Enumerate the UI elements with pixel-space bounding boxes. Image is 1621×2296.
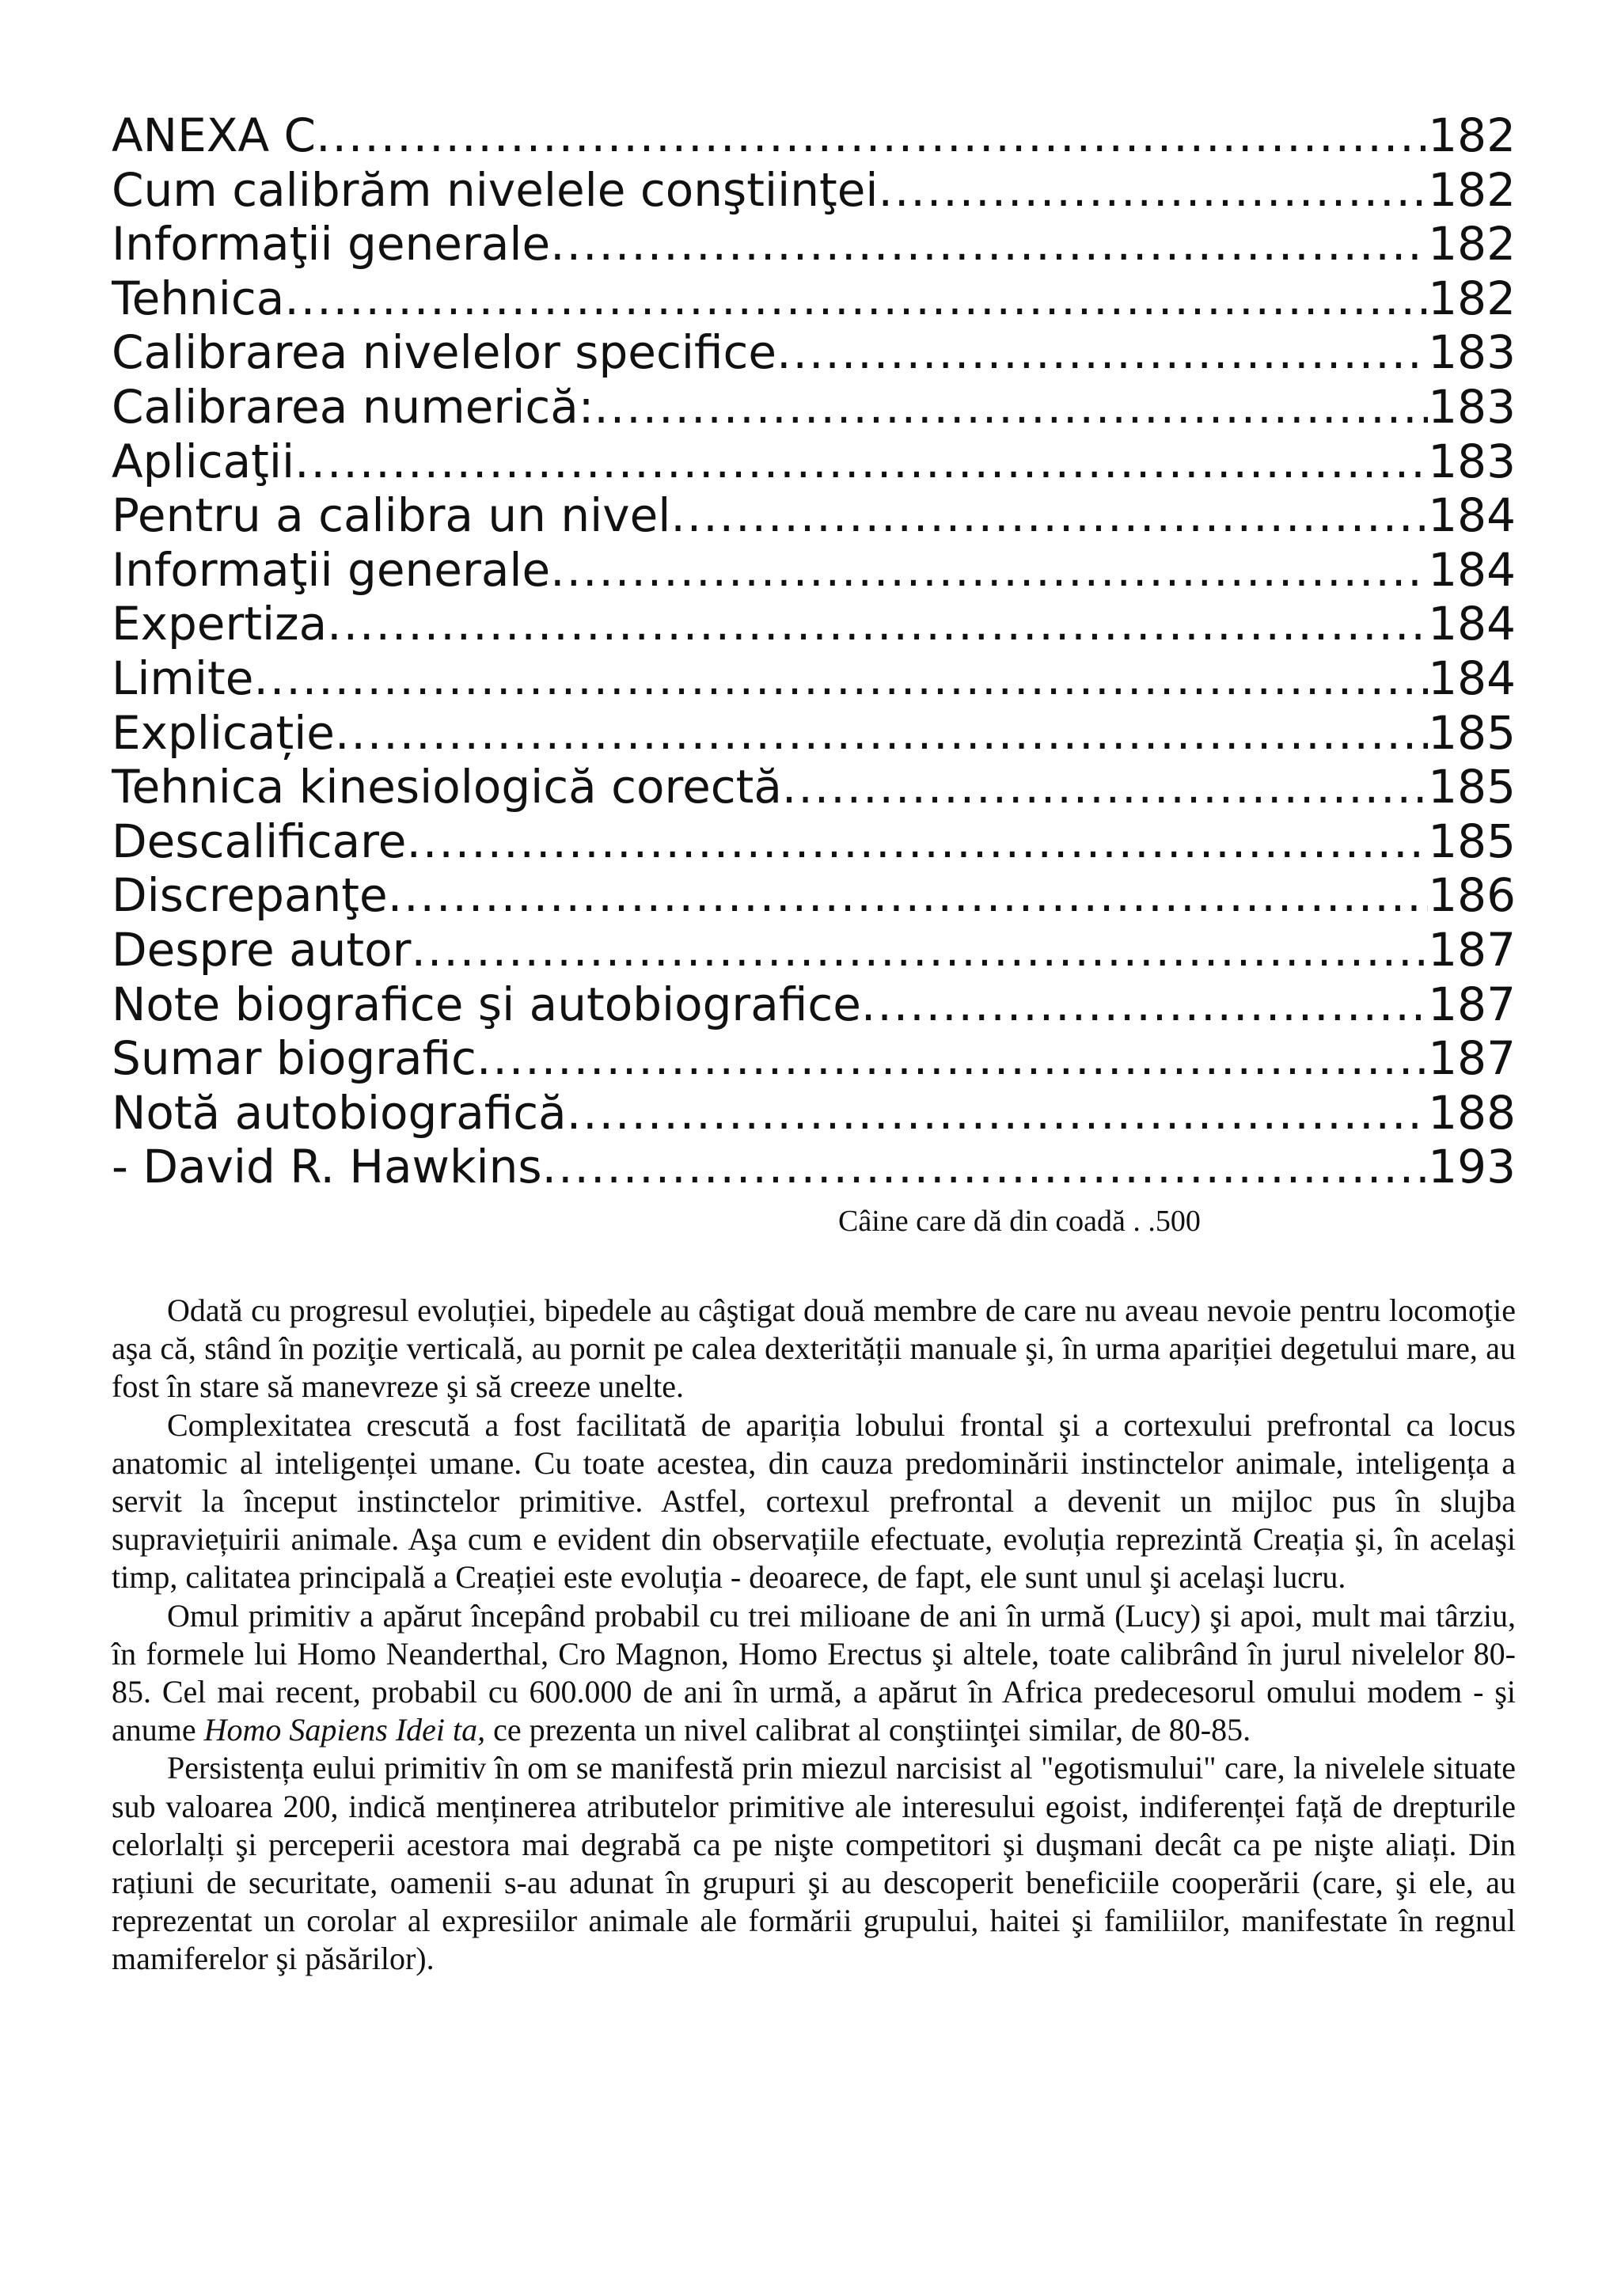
toc-dot-leader [861,977,1428,1032]
toc-entry-page: 185 [1428,705,1516,760]
paragraph: Persistența eului primitiv în om se manifestă prin miezul narcisist al "egotismului" care, la nivelele situate sub valoarea 200, indică menținerea atributelor primitive ale interesului egoist, indiferenței față de drepturile celorlalți şi perceperii acestora mai degrabă ca pe nişte competitori şi duşmani decât ca pe nişte aliați. Din rațiuni de securitate, oamenii s-au adunat în grupuri şi au descoperit beneficiile cooperării (care, şi ele, au reprezentat un corolar al expresiilor animale ale formării grupului, haitei şi familiilor, manifestate în regnul mamiferelor şi păsărilor). [112,1750,1516,1977]
toc-dot-leader [316,108,1428,163]
toc-entry-page: 182 [1428,162,1516,217]
toc-entry[interactable] [112,814,1516,869]
toc-entry[interactable] [112,1031,1516,1086]
toc-entry-title: - David R. Hawkins [112,1140,542,1194]
toc-entry-title: Descalificare [112,814,407,868]
toc-entry[interactable] [112,1086,1516,1140]
toc-dot-leader [782,760,1428,814]
toc-entry-page: 184 [1428,542,1516,597]
toc-entry-page: 186 [1428,868,1516,923]
paragraph: Odată cu progresul evoluției, bipedele au câştigat două membre de care nu aveau nevoie pentru locomoţie aşa că, stând în poziţie verticală, au pornit pe calea dexterității manuale şi, în urma apariției degetului mare, au fost în stare să manevreze şi să creeze unelte. [112,1292,1516,1405]
toc-entry[interactable] [112,977,1516,1032]
toc-entry-title: Cum calibrăm nivelele conştiinţei [112,162,879,217]
toc-entry[interactable] [112,1140,1516,1194]
toc-entry-title: Informaţii generale [112,542,551,597]
paragraph-text: Omul primitiv a apărut începând probabil cu trei milioane de ani în urmă (Lucy) şi apoi, mult mai târziu, în formele lui Homo Neanderthal, Cro Magnon, Homo Erectus şi altele, toate calibrând în jurul nivelelor 80-85. Cel mai recent, probabil cu 600.000 de ani în urmă, a apărut în Africa predecesorul omului modem - şi anume [112,1597,1516,1748]
toc-entry-page: 183 [1428,325,1516,380]
toc-entry[interactable] [112,651,1516,706]
toc-entry-page: 187 [1428,1031,1516,1086]
toc-entry[interactable] [112,597,1516,651]
toc-dot-leader [550,217,1428,271]
paragraph [112,1597,1516,1750]
stray-toc-line: Câine care dă din coadă . .500 [838,1205,1201,1238]
toc-dot-leader [411,923,1428,977]
table-of-contents [112,108,1516,1194]
toc-entry-page: 183 [1428,379,1516,434]
toc-entry-title: Pentru a calibra un nivel [112,488,671,543]
toc-entry-page: 182 [1428,217,1516,271]
toc-dot-leader [406,814,1428,869]
toc-entry-title: Informaţii generale [112,217,551,271]
toc-entry-page: 187 [1428,977,1516,1031]
toc-entry-title: Explicație [112,705,335,760]
toc-entry-page: 182 [1428,108,1516,162]
toc-entry-title: Discrepanţe [112,868,388,923]
toc-entry-page: 185 [1428,760,1516,814]
toc-entry-title: Calibrarea nivelelor specifice [112,325,777,380]
toc-entry-title: Tehnica [112,271,285,325]
toc-dot-leader [253,651,1428,706]
toc-entry-title: Sumar biografic [112,1031,476,1086]
toc-entry[interactable] [112,163,1516,218]
toc-dot-leader [550,543,1428,598]
toc-entry-page: 184 [1428,597,1516,651]
toc-entry-page: 185 [1428,814,1516,868]
toc-dot-leader [594,380,1428,435]
italic-species-name: Homo Sapiens Idei ta, [203,1712,486,1748]
toc-entry-title: Limite [112,651,254,705]
body-text [112,1292,1516,1979]
toc-entry[interactable] [112,868,1516,923]
toc-entry[interactable] [112,760,1516,814]
toc-entry-page: 183 [1428,434,1516,488]
toc-dot-leader [476,1031,1428,1086]
toc-entry-title: Tehnica kinesiologică corectă [112,760,782,814]
toc-entry-title: Expertiza [112,597,328,651]
toc-dot-leader [335,706,1428,761]
toc-entry[interactable] [112,108,1516,163]
toc-entry-page: 184 [1428,651,1516,705]
toc-entry[interactable] [112,543,1516,598]
toc-dot-leader [670,488,1428,543]
paragraph-text: ce prezenta un nivel calibrat al conştiinţei similar, de 80-85. [485,1712,1251,1748]
toc-entry-page: 182 [1428,271,1516,325]
toc-entry-title: Calibrarea numerică: [112,379,594,434]
toc-entry-page: 187 [1428,922,1516,977]
toc-dot-leader [776,325,1428,380]
toc-dot-leader [294,435,1428,489]
toc-entry-title: Notă autobiografică [112,1085,567,1140]
toc-entry[interactable] [112,435,1516,489]
toc-entry[interactable] [112,923,1516,977]
paragraph: Complexitatea crescută a fost facilitată de apariția lobului frontal şi a cortexului prefrontal ca locus anatomic al inteligenței umane. Cu toate acestea, din cauza predominării instinctelor animale, inteligența a servit la început instinctelor primitive. Astfel, cortexul prefrontal a devenit un mijloc pus în slujba supraviețuirii animale. Aşa cum e evident din observațiile efectuate, evoluția reprezintă Creația şi, în acelaşi timp, calitatea principală a Creației este evoluția - deoarece, de fapt, ele sunt unul şi acelaşi lucru. [112,1406,1516,1596]
toc-entry-title: Note biografice şi autobiografice [112,977,861,1031]
toc-entry-title: Despre autor [112,922,412,977]
toc-entry-title: Aplicaţii [112,434,295,488]
toc-entry[interactable] [112,271,1516,326]
toc-entry[interactable] [112,706,1516,761]
toc-entry[interactable] [112,380,1516,435]
toc-dot-leader [567,1086,1429,1140]
toc-entry[interactable] [112,217,1516,271]
toc-dot-leader [327,597,1428,651]
toc-entry-title: ANEXA C [112,108,317,162]
toc-dot-leader [284,271,1428,326]
toc-entry-page: 184 [1428,488,1516,543]
toc-dot-leader [542,1140,1429,1194]
toc-dot-leader [388,868,1429,923]
toc-entry-page: 193 [1428,1140,1516,1194]
toc-entry[interactable] [112,488,1516,543]
toc-entry-page: 188 [1428,1085,1516,1140]
toc-entry[interactable] [112,325,1516,380]
toc-dot-leader [879,163,1429,218]
